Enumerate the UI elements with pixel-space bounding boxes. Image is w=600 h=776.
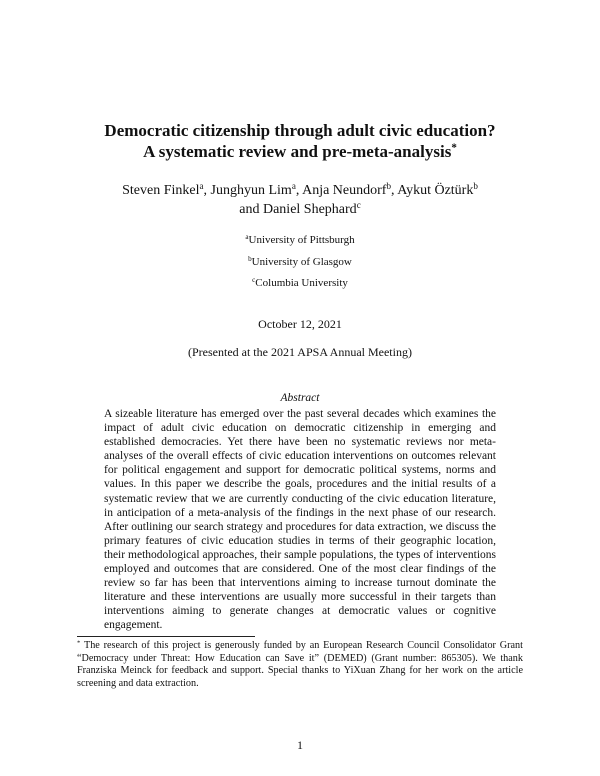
author-affiliation-mark: b — [386, 181, 392, 191]
author-name: Steven Finkel — [122, 183, 200, 198]
author-list — [0, 181, 600, 219]
author-name: Aykut Öztürk — [397, 183, 474, 198]
author-line-2 — [0, 200, 600, 219]
author-affiliation-mark: a — [199, 181, 204, 191]
author-line-1 — [0, 181, 600, 200]
author-affiliation-mark: c — [356, 200, 361, 210]
author-separator: , — [203, 183, 208, 198]
page-number: 1 — [297, 738, 303, 752]
affiliation-mark: a — [245, 233, 249, 242]
affiliation-mark: c — [252, 276, 256, 285]
title-line-2-text: A systematic review and pre-meta-analysis — [143, 142, 452, 161]
affiliation-name: Columbia University — [255, 277, 348, 289]
affiliation-name: University of Glasgow — [251, 256, 352, 268]
affiliation-2 — [0, 255, 600, 269]
author-name: Anja Neundorf — [302, 183, 387, 198]
footnote-divider — [77, 636, 255, 637]
author-separator: , — [391, 183, 395, 198]
affiliation-mark: b — [248, 255, 252, 264]
paper-date: October 12, 2021 — [258, 317, 342, 331]
author-separator: , — [295, 183, 300, 198]
author-affiliation-mark: a — [291, 181, 296, 191]
author-conjunction: and — [239, 202, 260, 217]
abstract-heading: Abstract — [280, 392, 320, 404]
footnote-mark: * — [77, 639, 81, 647]
affiliation-3 — [0, 276, 600, 290]
paper-title — [0, 120, 600, 162]
affiliation-1 — [0, 233, 600, 247]
author-name: Daniel Shephard — [262, 202, 357, 217]
author-name: Junghyun Lim — [210, 183, 292, 198]
title-line-2 — [0, 141, 600, 162]
footnote — [77, 640, 523, 690]
title-line-1: Democratic citizenship through adult civic education? — [104, 121, 496, 140]
abstract-body: A sizeable literature has emerged over the past several decades which examines the impact of adult civic education on democratic citizenship in emerging and established democracies. Yet there have been no systematic reviews nor meta-analyses of the overall effects of civic education interventions on outcomes relevant for political engagement and support for democratic political systems, norms and values. In this paper we describe the goals, procedures and the initial results of a systematic review that we are currently conducting of the civic education literature, in anticipation of a meta-analysis of the findings in the next phase of our research. After outlining our search strategy and procedures for data extraction, we discuss the primary features of civic education studies in terms of their geographic location, their methodological approaches, their sample populations, the types of interventions employed and outcomes that are considered. One of the most clear findings of the review so far has been that interventions aiming to increase turnout dominate the literature and these interventions are usually more successful in their targets than interventions aiming to generate changes at democratic values or cognitive engagement. — [104, 408, 496, 632]
footnote-text: The research of this project is generously funded by an European Research Council Consolidator Grant “Democracy under Threat: How Education can Save it” (DEMED) (Grant number: 865305). We thank Franziska Meinck for feedback and support. Special thanks to YiXuan Zhang for her work on the article screening and data extraction. — [77, 640, 523, 689]
author-affiliation-mark: b — [473, 181, 478, 191]
presented-note: (Presented at the 2021 APSA Annual Meeting) — [188, 345, 412, 359]
affiliation-name: University of Pittsburgh — [248, 234, 355, 246]
title-footnote-mark: * — [451, 141, 457, 154]
